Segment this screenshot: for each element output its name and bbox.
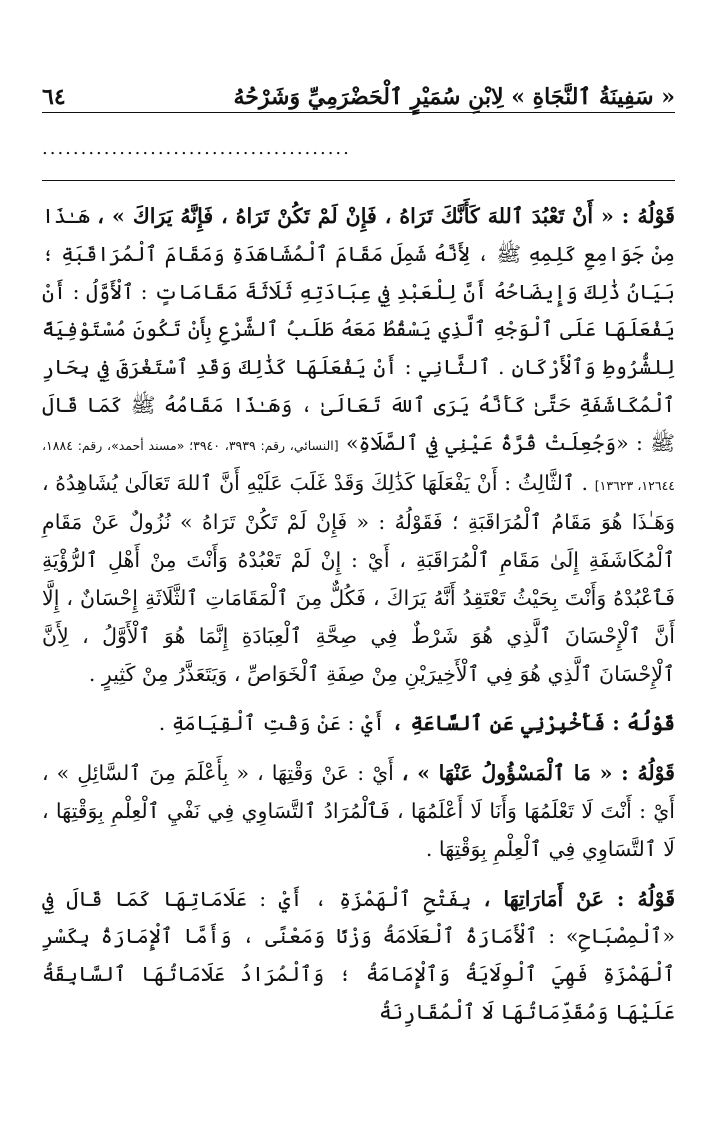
quoted-phrase: قَوْلُهُ : « أَنْ تَعْبُدَ ٱللهَ كَأَنَّكَ تَرَاهُ ، فَإِنْ لَمْ تَكُنْ تَرَاهُ ، فَإِنَّهُ يَرَاكَ » ، — [97, 204, 675, 228]
quoted-phrase: قَوْلُهُ : « مَا ٱلْمَسْؤُولُ عَنْهَا » ، — [401, 761, 675, 786]
ellipsis-line: ........................................ — [42, 138, 351, 159]
running-header — [42, 66, 675, 110]
hadith-reference: [النسائي، رقم: ٣٩٣٩، ٣٩٤٠؛ «مسند أحمد»، رقم: ١٨٨٤، ١٢٦٤٤، ١٣٦٢٣] — [42, 437, 675, 493]
header-title: « سَفِينَةُ ٱلنَّجَاةِ » لِابْنِ سُمَيْرٍ ٱلْحَضْرَمِيِّ وَشَرْحُهُ — [233, 84, 675, 110]
quoted-phrase: قَوْلُهُ : فَأَخْبِرْنِي عَنِ ٱلسَّاعَةِ ، — [391, 711, 675, 736]
page-number: ٦٤ — [42, 84, 66, 110]
paragraph-masul — [42, 755, 675, 868]
commentary-text: . ٱلثَّالِثُ : أَنْ يَفْعَلَهَا كَذَٰلِكَ وَقَدْ غَلَبَ عَلَيْهِ أَنَّ ٱللهَ تَعَالَىٰ يُشَاهِدُهُ ، وَهَـٰذَا هُوَ مَقَامُ ٱلْمُرَاقَبَةِ ؛ فَقَوْلُهُ : « فَإِنْ لَمْ تَكُنْ تَرَاهُ » نُزُولٌ عَنْ مَقَامِ ٱلْمُكَاشَفَةِ إِلَىٰ مَقَامِ ٱلْمُرَاقَبَةِ ، أَيْ : إِنْ لَمْ تَعْبُدْهُ وَأَنْتَ مِنْ أَهْلِ ٱلرُّؤْيَةِ فَٱعْبُدْهُ وَأَنْتَ بِحَيْثُ تَعْتَقِدُ أَنَّهُ يَرَاكَ ، فَكُلٌّ مِنَ ٱلْمَقَامَاتِ ٱلثَّلَاثَةِ إِحْسَانٌ ، إِلَّا أَنَّ ٱلْإِحْسَانَ ٱلَّذِي هُوَ شَرْطٌ فِي صِحَّةِ ٱلْعِبَادَةِ إِنَّمَا هُوَ ٱلْأَوَّلُ ، لِأَنَّ ٱلْإِحْسَانَ ٱلَّذِي هُوَ فِي ٱلْأَخِيرَيْنِ مِنْ صِفَةِ ٱلْخَوَاصِّ ، وَيَتَعَذَّرُ مِنْ كَثِيرٍ . — [42, 470, 675, 686]
header-rule — [42, 112, 675, 113]
commentary-body — [42, 198, 675, 1032]
section-rule — [42, 180, 675, 181]
paragraph-ihsan — [42, 198, 675, 693]
paragraph-amarat — [42, 881, 675, 1032]
commentary-text: أَيْ : عَنْ وَقْتِهَا ، « بِأَعْلَمَ مِنَ ٱلسَّائِلِ » ، أَيْ : أَنْتَ لَا تَعْلَمُهَا وَأَنَا لَا أَعْلَمُهَا ، فَٱلْمُرَادُ ٱلتَّسَاوِي فِي نَفْيِ ٱلْعِلْمِ بِوَقْتِهَا ، لَا ٱلتَّسَاوِي فِي ٱلْعِلْمِ بِوَقْتِهَا . — [42, 761, 675, 861]
commentary-text: أَيْ : عَنْ وَقْتِ ٱلْقِيَامَةِ . — [158, 711, 392, 736]
commentary-text: هَـٰذَا مِنْ جَوَامِعِ كَلِمِهِ ﷺ ، لِأَنَّهُ شَمِلَ مَقَامَ ٱلْمُشَاهَدَةِ وَمَقَامَ ٱلْمُرَاقَبَةِ ؛ بَيَانُ ذَٰلِكَ وَإِيضَاحُهُ أَنَّ لِلْعَبْدِ فِي عِبَادَتِهِ ثَلَاثَةَ مَقَامَاتٍ : ٱلْأَوَّلُ : أَنْ يَفْعَلَهَا عَلَى ٱلْوَجْهِ ٱلَّذِي يَسْقُطُ مَعَهُ طَلَبُ ٱلشَّرْعِ بِأَنْ تَكُونَ مُسْتَوْفِيَةً لِلشُّرُوطِ وَٱلْأَرْكَانِ . ٱلثَّانِي : أَنْ يَفْعَلَهَا كَذَٰلِكَ وَقَدِ ٱسْتَغْرَقَ فِي بِحَارِ ٱلْمُكَاشَفَةِ حَتَّىٰ كَأَنَّهُ يَرَى ٱللهَ تَعَالَىٰ ، وَهَـٰذَا مَقَامُهُ ﷺ كَمَا قَالَ ﷺ : «وَجُعِلَتْ قُرَّةُ عَيْنِي فِي ٱلصَّلَاةِ» — [42, 204, 675, 455]
quoted-phrase: قَوْلُهُ : عَنْ أَمَارَاتِهَا ، — [483, 886, 675, 911]
paragraph-saah — [42, 705, 675, 743]
commentary-text: بِفَتْحِ ٱلْهَمْزَةِ ، أَيْ : عَلَامَاتِهَا كَمَا قَالَ فِي «ٱلْمِصْبَاحِ» : ٱلْأَمَارَةُ ٱلْعَلَامَةُ وَزْنًا وَمَعْنًى ، وَأَمَّا ٱلْإِمَارَةُ بِكَسْرِ ٱلْهَمْزَةِ فَهِيَ ٱلْوِلَايَةُ وَٱلْإِمَامَةُ ؛ وَٱلْمُرَادُ عَلَامَاتُهَا ٱلسَّابِقَةُ عَلَيْهَا وَمُقَدِّمَاتُهَا لَا ٱلْمُقَارِنَةُ — [42, 886, 675, 1024]
